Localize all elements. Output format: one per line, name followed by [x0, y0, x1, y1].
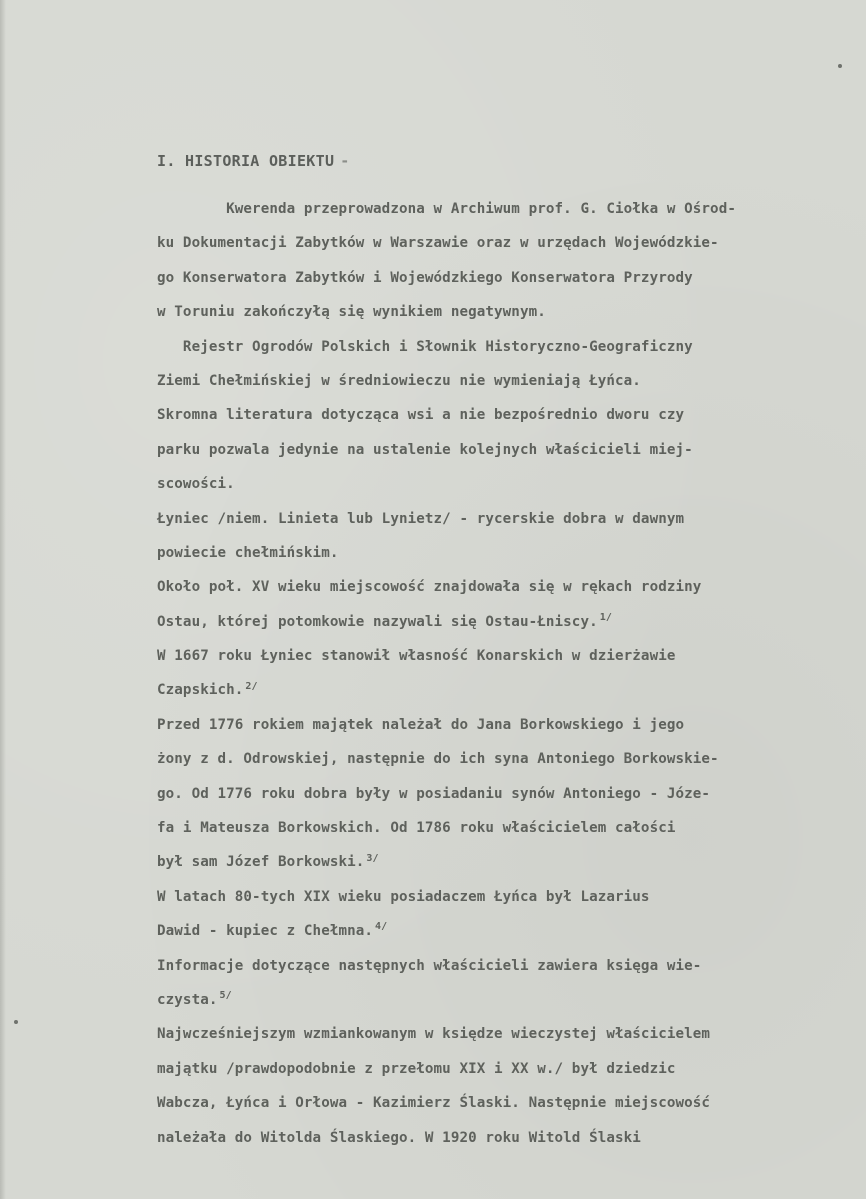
- text-line-content: Dawid - kupiec z Chełmna.: [157, 923, 374, 940]
- text-line: [157, 570, 847, 604]
- text-line-content: Rejestr Ogrodów Polskich i Słownik Historyczno-Geograficzny: [157, 338, 693, 355]
- text-line-content: go. Od 1776 roku dobra były w posiadaniu synów Antoniego - Józe-: [157, 785, 711, 802]
- text-line-content: Skromna literatura dotycząca wsi a nie bezpośrednio dworu czy: [157, 407, 685, 424]
- text-line-content: Kwerenda przeprowadzona w Archiwum prof. G. Ciołka w Ośrod-: [157, 201, 736, 217]
- text-line: [157, 1086, 847, 1120]
- text-line: [157, 708, 847, 742]
- text-line: [157, 639, 847, 673]
- section-heading: [157, 152, 350, 170]
- text-line-content: Ostau, której potomkowie nazywali się Ostau-Łniscy.: [157, 613, 598, 630]
- text-line: [157, 742, 847, 776]
- text-line: [157, 536, 847, 570]
- typewritten-body: [157, 192, 847, 1155]
- text-line-content: żony z d. Odrowskiej, następnie do ich syna Antoniego Borkowskie-: [157, 751, 719, 768]
- text-line: [157, 226, 847, 260]
- punch-mark-left: [14, 1020, 18, 1024]
- text-line: [157, 1052, 847, 1086]
- footnote-marker: 2/: [245, 680, 258, 692]
- text-line: [157, 605, 847, 639]
- text-line-content: Łyniec /niem. Linieta lub Lynietz/ - rycerskie dobra w dawnym: [157, 510, 685, 527]
- text-line-content: czysta.: [157, 991, 218, 1008]
- text-line: [157, 673, 847, 707]
- text-line-content: W 1667 roku Łyniec stanowił własność Konarskich w dzierżawie: [157, 648, 676, 665]
- text-line: [157, 398, 847, 432]
- footnote-marker: 1/: [599, 611, 612, 623]
- text-line-content: fa i Mateusza Borkowskich. Od 1786 roku właścicielem całości: [157, 820, 676, 837]
- text-line-content: był sam Józef Borkowski.: [157, 854, 365, 871]
- text-line-content: W latach 80-tych XIX wieku posiadaczem Łyńca był Lazarius: [157, 888, 650, 905]
- text-line-content: w Toruniu zakończyłą się wynikiem negatywnym.: [157, 304, 546, 321]
- footnote-marker: 5/: [219, 990, 232, 1002]
- text-line-content: Ziemi Chełmińskiej w średniowieczu nie wymieniają Łyńca.: [157, 372, 641, 389]
- text-line: [157, 192, 847, 226]
- text-line: [157, 1121, 847, 1155]
- text-line: [157, 1017, 847, 1051]
- text-line: [157, 880, 847, 914]
- text-line-content: Wabcza, Łyńca i Orłowa - Kazimierz Ślaski. Następnie miejscowość: [157, 1095, 711, 1112]
- text-line: [157, 261, 847, 295]
- text-line-content: go Konserwatora Zabytków i Wojewódzkiego Konserwatora Przyrody: [157, 269, 693, 286]
- text-line: [157, 845, 847, 879]
- text-line: [157, 364, 847, 398]
- text-line-content: parku pozwala jedynie na ustalenie kolejnych właścicieli miej-: [157, 441, 693, 458]
- text-line-content: należała do Witolda Ślaskiego. W 1920 roku Witold Ślaski: [157, 1129, 641, 1146]
- text-line-content: Czapskich.: [157, 682, 244, 699]
- footnote-marker: 4/: [375, 921, 388, 933]
- section-heading-dash: -: [340, 152, 350, 170]
- text-line: [157, 295, 847, 329]
- text-line: [157, 502, 847, 536]
- text-line-content: majątku /prawdopodobnie z przełomu XIX i XX w./ był dziedzic: [157, 1060, 676, 1077]
- text-line-content: Najwcześniejszym wzmiankowanym w księdze wieczystej właścicielem: [157, 1026, 711, 1043]
- text-line: [157, 949, 847, 983]
- text-line: [157, 433, 847, 467]
- section-heading-text: I. HISTORIA OBIEKTU: [157, 152, 335, 170]
- text-line-content: scowości.: [157, 476, 235, 493]
- text-line: [157, 467, 847, 501]
- text-line: [157, 811, 847, 845]
- text-line: [157, 914, 847, 948]
- punch-mark-top-right: [838, 64, 842, 68]
- footnote-marker: 3/: [366, 852, 379, 864]
- text-line-content: powiecie chełmińskim.: [157, 544, 339, 561]
- text-line: [157, 777, 847, 811]
- text-line: [157, 330, 847, 364]
- text-line-content: ku Dokumentacji Zabytków w Warszawie oraz w urzędach Wojewódzkie-: [157, 235, 719, 252]
- page-edge-shadow: [0, 0, 6, 1199]
- text-line-content: Informacje dotyczące następnych właścicieli zawiera księga wie-: [157, 957, 702, 974]
- text-line-content: Przed 1776 rokiem majątek należał do Jana Borkowskiego i jego: [157, 716, 685, 733]
- text-line-content: Około poł. XV wieku miejscowość znajdowała się w rękach rodziny: [157, 579, 702, 596]
- text-line: [157, 983, 847, 1017]
